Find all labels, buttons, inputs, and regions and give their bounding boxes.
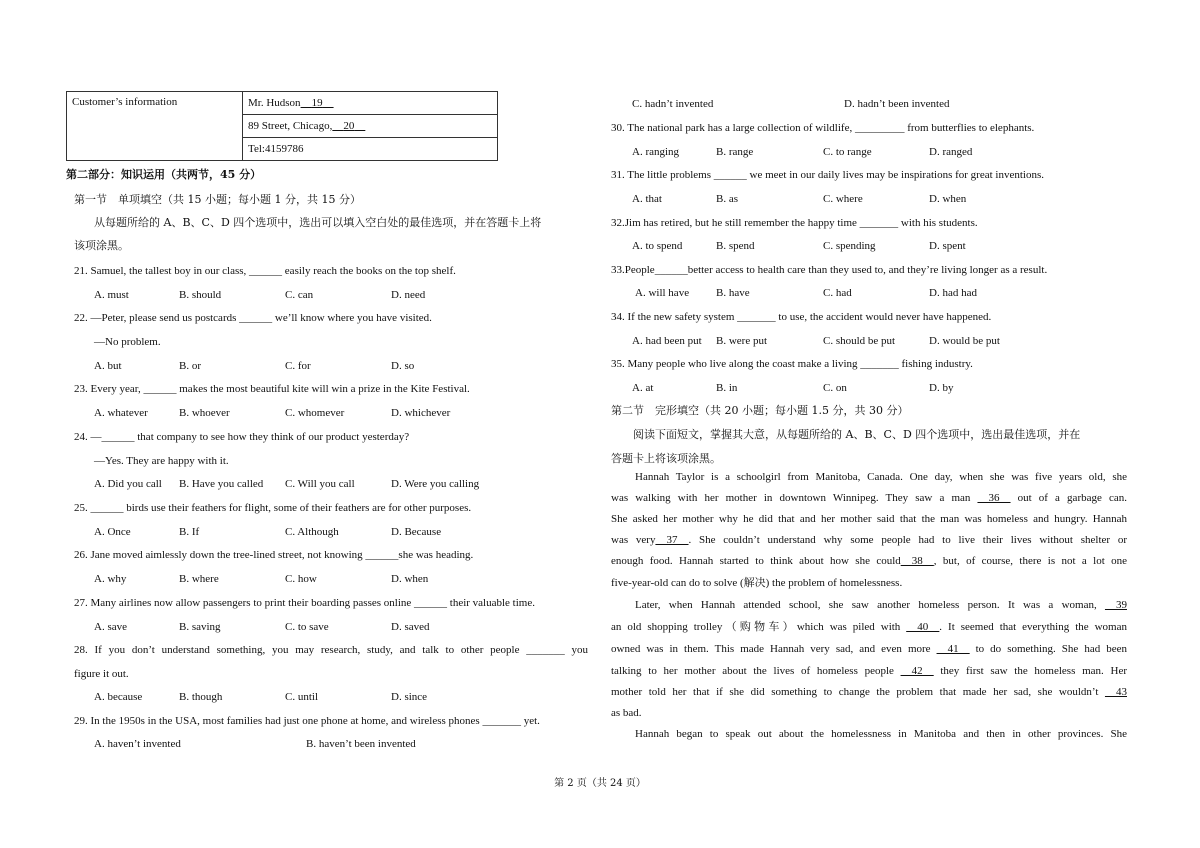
- blank-36: __36__: [977, 492, 1011, 504]
- passage-line: was very__37__. She couldn’t understand why some people had to live their lives without shelter or: [611, 534, 1128, 546]
- q25-option-a: A. Once: [94, 526, 131, 538]
- q28-option-b: B. though: [179, 691, 223, 703]
- q24-stem: 24. —______ that company to see how they think of our product yesterday?: [74, 431, 410, 443]
- q35-option-a: A. at: [632, 382, 654, 394]
- q31-option-d: D. when: [929, 193, 967, 205]
- q25-option-b: B. If: [179, 526, 200, 538]
- passage-line: was walking with her mother in downtown Winnipeg. They saw a man __36__ out of a garbage can.: [611, 492, 1127, 504]
- q35-stem: 35. Many people who live along the coast make a living _______ fishing industry.: [611, 358, 973, 370]
- passage-line: enough food. Hannah started to think about how she could__38__, but, of course, there is not a lot one: [611, 555, 1128, 567]
- blank-19: 19: [311, 97, 323, 109]
- q25-option-c: C. Although: [285, 526, 339, 538]
- q27-option-b: B. saving: [179, 621, 221, 633]
- q34-option-c: C. should be put: [823, 335, 896, 347]
- q26-stem: 26. Jane moved aimlessly down the tree-lined street, not knowing ______she was heading.: [74, 549, 474, 561]
- q23-option-a: A. whatever: [94, 407, 148, 419]
- passage-line: an old shopping trolley（购物车）which was piled with __40__. It seemed that everything the woman: [611, 621, 1127, 633]
- passage-line: She asked her mother why he did that and her mother said that the man was homeless and hungry. Hannah: [611, 513, 1127, 525]
- q33-option-c: C. had: [823, 287, 852, 299]
- q33-stem: 33.People______better access to health care than they used to, and they’re living longer as a result.: [611, 264, 1048, 276]
- q29-option-a: A. haven’t invented: [94, 738, 181, 750]
- info-row-address: 89 Street, Chicago, 20: [243, 115, 498, 138]
- section1-instruction: 从每题所给的 A、B、C、D 四个选项中，选出可以填入空白处的最佳选项，并在答题卡上将: [94, 216, 542, 229]
- blank-39: __39: [1105, 599, 1127, 611]
- passage-line: mother told her that if she did something to change the problem that made her sad, she wouldn’t __43: [611, 686, 1127, 698]
- q33-option-a: A. will have: [635, 287, 690, 299]
- q23-option-d: D. whichever: [391, 407, 451, 419]
- q33-option-b: B. have: [716, 287, 750, 299]
- q21-option-d: D. need: [391, 289, 426, 301]
- passage-line: talking to her mother about the lives of homeless people __42__ they first saw the homeless man. Her: [611, 665, 1127, 677]
- info-row-name: Mr. Hudson 19: [243, 92, 498, 115]
- q26-option-d: D. when: [391, 573, 429, 585]
- blank-40: __40__: [906, 621, 940, 633]
- q31-option-b: B. as: [716, 193, 738, 205]
- q22-stem: 22. —Peter, please send us postcards ______ we’ll know where you have visited.: [74, 312, 432, 324]
- section2-instruction-cont: 答题卡上将该项涂黑。: [611, 452, 721, 465]
- passage-line: Hannah Taylor is a schoolgirl from Manitoba, Canada. One day, when she was five years old, she: [635, 471, 1127, 483]
- blank-38: __38__: [900, 555, 934, 567]
- q28-option-d: D. since: [391, 691, 428, 703]
- q32-stem: 32.Jim has retired, but he still remember the happy time _______ with his students.: [611, 217, 978, 229]
- q30-option-d: D. ranged: [929, 146, 973, 158]
- q34-stem: 34. If the new safety system _______ to use, the accident would never have happened.: [611, 311, 992, 323]
- section2-instruction: 阅读下面短文，掌握其大意，从每题所给的 A、B、C、D 四个选项中，选出最佳选项，并在: [633, 428, 1081, 441]
- q31-stem: 31. The little problems ______ we meet in our daily lives may be inspirations for great inventions.: [611, 169, 1044, 181]
- q21-stem: 21. Samuel, the tallest boy in our class, ______ easily reach the books on the top shelf.: [74, 265, 456, 277]
- q32-option-d: D. spent: [929, 240, 966, 252]
- q30-option-a: A. ranging: [632, 146, 680, 158]
- q26-option-c: C. how: [285, 573, 317, 585]
- part2-title: 第二部分：知识运用（共两节，45 分）: [66, 168, 262, 181]
- blank-37: __37__: [655, 534, 689, 546]
- q23-stem: 23. Every year, ______ makes the most beautiful kite will win a prize in the Kite Festival.: [74, 383, 470, 395]
- q30-option-b: B. range: [716, 146, 754, 158]
- q34-option-d: D. would be put: [929, 335, 1000, 347]
- passage-line: Hannah began to speak out about the homelessness in Manitoba and then in other provinces. She: [635, 728, 1127, 740]
- blank-20: 20: [343, 120, 355, 132]
- q24-option-c: C. Will you call: [285, 478, 355, 490]
- q22-option-d: D. so: [391, 360, 415, 372]
- q26-option-b: B. where: [179, 573, 219, 585]
- q31-option-c: C. where: [823, 193, 863, 205]
- q25-option-d: D. Because: [391, 526, 442, 538]
- q32-option-a: A. to spend: [632, 240, 683, 252]
- info-label: Customer’s information: [67, 92, 243, 161]
- q32-option-b: B. spend: [716, 240, 755, 252]
- q28-stem-cont: figure it out.: [74, 668, 129, 680]
- q34-option-a: A. had been put: [632, 335, 702, 347]
- q29-option-d: D. hadn’t been invented: [844, 98, 950, 110]
- blank-41: __41__: [936, 643, 970, 655]
- q27-option-c: C. to save: [285, 621, 329, 633]
- q34-option-b: B. were put: [716, 335, 768, 347]
- q22-option-b: B. or: [179, 360, 201, 372]
- q22-option-a: A. but: [94, 360, 122, 372]
- q29-stem: 29. In the 1950s in the USA, most families had just one phone at home, and wireless phones _______ yet.: [74, 715, 540, 727]
- q28-option-c: C. until: [285, 691, 319, 703]
- q29-option-c: C. hadn’t invented: [632, 98, 714, 110]
- q21-option-b: B. should: [179, 289, 222, 301]
- q27-option-d: D. saved: [391, 621, 430, 633]
- passage-line: Later, when Hannah attended school, she saw another homeless person. It was a woman, __39: [635, 599, 1127, 611]
- q21-option-c: C. can: [285, 289, 314, 301]
- q27-stem: 27. Many airlines now allow passengers to print their boarding passes online ______ their valuable time.: [74, 597, 535, 609]
- info-row-tel: Tel:4159786: [243, 138, 498, 161]
- section1-instruction-cont: 该项涂黑。: [74, 239, 129, 252]
- q24-option-d: D. Were you calling: [391, 478, 480, 490]
- q23-option-c: C. whomever: [285, 407, 345, 419]
- q22-reply: —No problem.: [94, 336, 161, 348]
- q24-option-a: A. Did you call: [94, 478, 162, 490]
- passage-line: as bad.: [611, 707, 642, 719]
- customer-info-table: [66, 91, 498, 161]
- q28-stem: 28. If you don’t understand something, you may research, study, and talk to other people _______ you: [74, 644, 588, 656]
- q31-option-a: A. that: [632, 193, 662, 205]
- passage-line: owned was in them. This made Hannah very sad, and even more __41__ to do something. She had been: [611, 643, 1127, 655]
- q24-reply: —Yes. They are happy with it.: [94, 455, 229, 467]
- q24-option-b: B. Have you called: [179, 478, 264, 490]
- passage-line: five-year-old can do to solve (解决) the problem of homelessness.: [611, 577, 903, 589]
- q30-option-c: C. to range: [823, 146, 872, 158]
- q33-option-d: D. had had: [929, 287, 977, 299]
- q30-stem: 30. The national park has a large collection of wildlife, _________ from butterflies to elephants.: [611, 122, 1035, 134]
- q35-option-c: C. on: [823, 382, 847, 394]
- section1-title: 第一节 单项填空（共 15 小题；每小题 1 分，共 15 分）: [74, 193, 361, 206]
- blank-43: __43: [1105, 686, 1127, 698]
- q29-option-b: B. haven’t been invented: [306, 738, 416, 750]
- section2-title: 第二节 完形填空（共 20 小题；每小题 1.5 分，共 30 分）: [611, 404, 909, 417]
- q35-option-b: B. in: [716, 382, 738, 394]
- q22-option-c: C. for: [285, 360, 311, 372]
- q35-option-d: D. by: [929, 382, 954, 394]
- q23-option-b: B. whoever: [179, 407, 230, 419]
- q25-stem: 25. ______ birds use their feathers for flight, some of their feathers are for other purposes.: [74, 502, 472, 514]
- blank-42: __42__: [900, 665, 934, 677]
- q32-option-c: C. spending: [823, 240, 876, 252]
- page-footer: 第 2 页（共 24 页）: [554, 778, 646, 789]
- q21-option-a: A. must: [94, 289, 129, 301]
- q27-option-a: A. save: [94, 621, 127, 633]
- q28-option-a: A. because: [94, 691, 143, 703]
- q26-option-a: A. why: [94, 573, 127, 585]
